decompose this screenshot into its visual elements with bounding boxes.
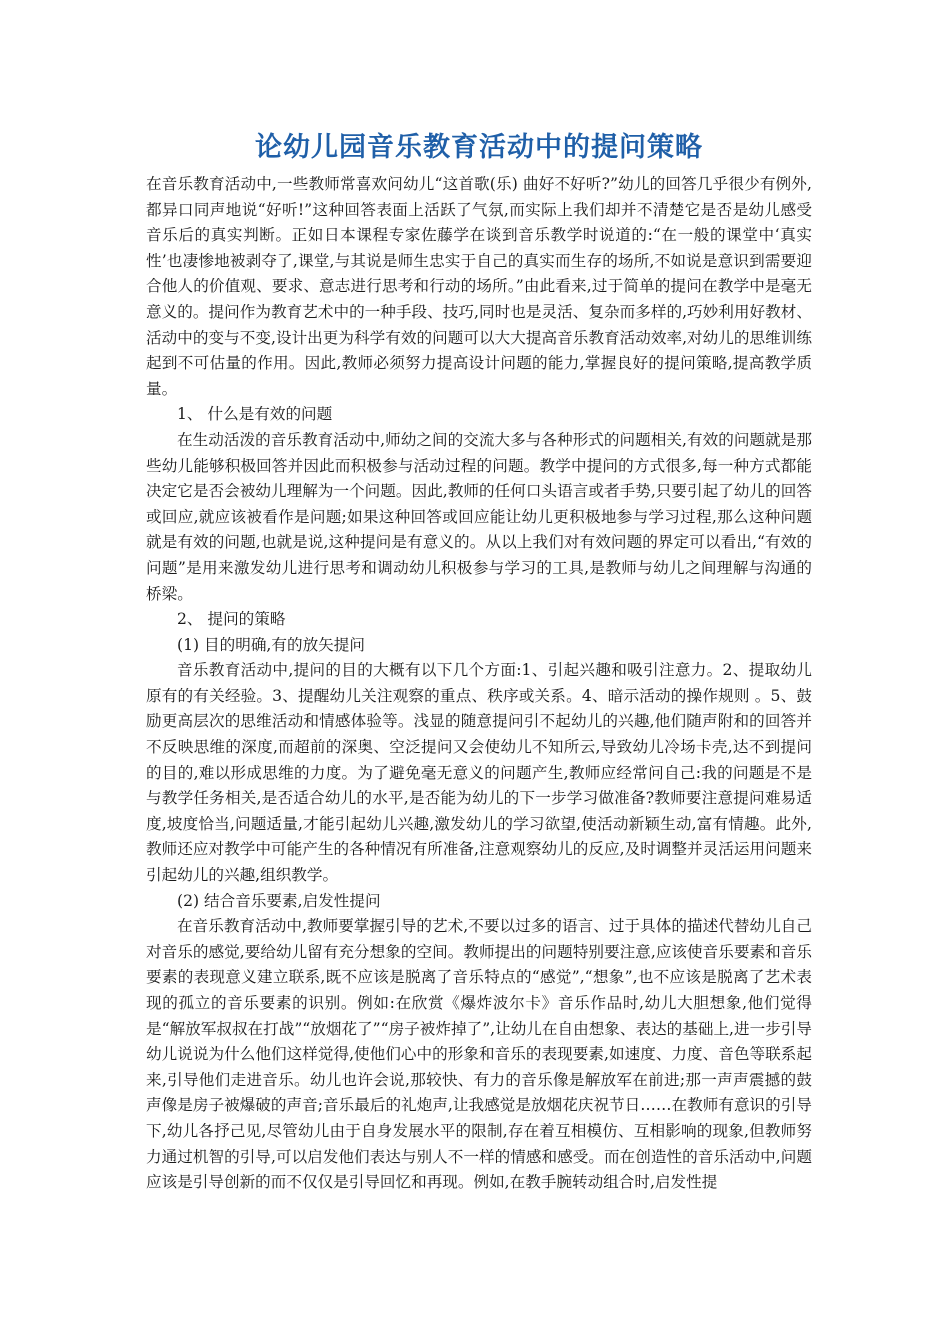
section-2-heading: 2、 提问的策略 bbox=[177, 610, 286, 629]
subsection-1-heading: (1) 目的明确,有的放矢提问 bbox=[177, 635, 365, 654]
subsection-2-paragraph: 在音乐教育活动中,教师要掌握引导的艺术,不要以过多的语言、过于具体的描述代替幼儿自己对音乐的感觉,要给幼儿留有充分想象的空间。教师提出的问题特别要注意,应该使音乐要素和音乐要素的表现意义建立联系,既不应该是脱离了音乐特点的“感觉”,“想象”,也不应该是脱离了艺术表现的孤立的音乐要素的识别。例如:在欣赏《爆炸波尔卡》音乐作品时,幼儿大胆想象,他们觉得是“解放军叔叔在打战”“放烟花了”“房子被炸掉了”,让幼儿在自由想象、表达的基础上,进一步引导幼儿说说为什么他们这样觉得,使他们心中的形象和音乐的表现要素,如速度、力度、音色等联系起来,引导他们走进音乐。幼儿也许会说,那较快、有力的音乐像是解放军在前进;那一声声震撼的鼓声像是房子被爆破的声音;音乐最后的礼炮声,让我感觉是放烟花庆祝节日……在教师有意识的引导下,幼儿各抒己见,尽管幼儿由于自身发展水平的限制,存在着互相模仿、互相影响的现象,但教师努力通过机智的引导,可以启发他们表达与别人不一样的情感和感受。而在创造性的音乐活动中,问题应该是引导创新的而不仅仅是引导回忆和再现。例如,在教手腕转动组合时,启发性提 bbox=[146, 917, 812, 1192]
document-title: 论幼儿园音乐教育活动中的提问策略 bbox=[255, 132, 703, 163]
section-1-paragraph: 在生动活泼的音乐教育活动中,师幼之间的交流大多与各种形式的问题相关,有效的问题就是那些幼儿能够积极回答并因此而积极参与活动过程的问题。教学中提问的方式很多,每一种方式都能决定它是否会被幼儿理解为一个问题。因此,教师的任何口头语言或者手势,只要引起了幼儿的回答或回应,就应该被看作是问题;如果这种回答或回应能让幼儿更积极地参与学习过程,那么这种问题就是有效的问题,也就是说,这种提问是有意义的。从以上我们对有效问题的界定可以看出,“有效的问题”是用来激发幼儿进行思考和调动幼儿积极参与学习的工具,是教师与幼儿之间理解与沟通的桥梁。 bbox=[146, 430, 812, 603]
intro-paragraph: 在音乐教育活动中,一些教师常喜欢问幼儿“这首歌(乐) 曲好不好听?”幼儿的回答几乎很少有例外,都异口同声地说“好听!”这种回答表面上活跃了气氛,而实际上我们却并不清楚它是否是幼儿感受音乐后的真实判断。正如日本课程专家佐藤学在谈到音乐教学时说道的:“在一般的课堂中‘真实性’也凄惨地被剥夺了,课堂,与其说是师生忠实于自己的真实而生存的场所,不如说是意识到需要迎合他人的价值观、要求、意志进行思考和行动的场所。”由此看来,过于简单的提问在教学中是毫无意义的。提问作为教育艺术中的一种手段、技巧,同时也是灵活、复杂而多样的,巧妙利用好教材、活动中的变与不变,设计出更为科学有效的问题可以大大提高音乐教育活动效率,对幼儿的思维训练起到不可估量的作用。因此,教师必须努力提高设计问题的能力,掌握良好的提问策略,提高教学质量。 bbox=[146, 175, 812, 398]
section-1-heading: 1、 什么是有效的问题 bbox=[177, 405, 333, 424]
subsection-2-heading: (2) 结合音乐要素,启发性提问 bbox=[177, 891, 381, 910]
document-page bbox=[146, 128, 812, 1196]
subsection-1-paragraph: 音乐教育活动中,提问的目的大概有以下几个方面:1、引起兴趣和吸引注意力。2、提取幼儿原有的有关经验。3、提醒幼儿关注观察的重点、秩序或关系。4、暗示活动的操作规则 。5、鼓励更高层次的思维活动和情感体验等。浅显的随意提问引不起幼儿的兴趣,他们随声附和的回答并不反映思维的深度,而超前的深奥、空泛提问又会使幼儿不知所云,导致幼儿冷场卡壳,达不到提问的目的,难以形成思维的力度。为了避免毫无意义的问题产生,教师应经常问自己:我的问题是不是与教学任务相关,是否适合幼儿的水平,是否能为幼儿的下一步学习做准备?教师要注意提问难易适度,坡度恰当,问题适量,才能引起幼儿兴趣,激发幼儿的学习欲望,使活动新颖生动,富有情趣。此外,教师还应对教学中可能产生的各种情况有所准备,注意观察幼儿的反应,及时调整并灵活运用问题来引起幼儿的兴趣,组织教学。 bbox=[146, 661, 812, 885]
